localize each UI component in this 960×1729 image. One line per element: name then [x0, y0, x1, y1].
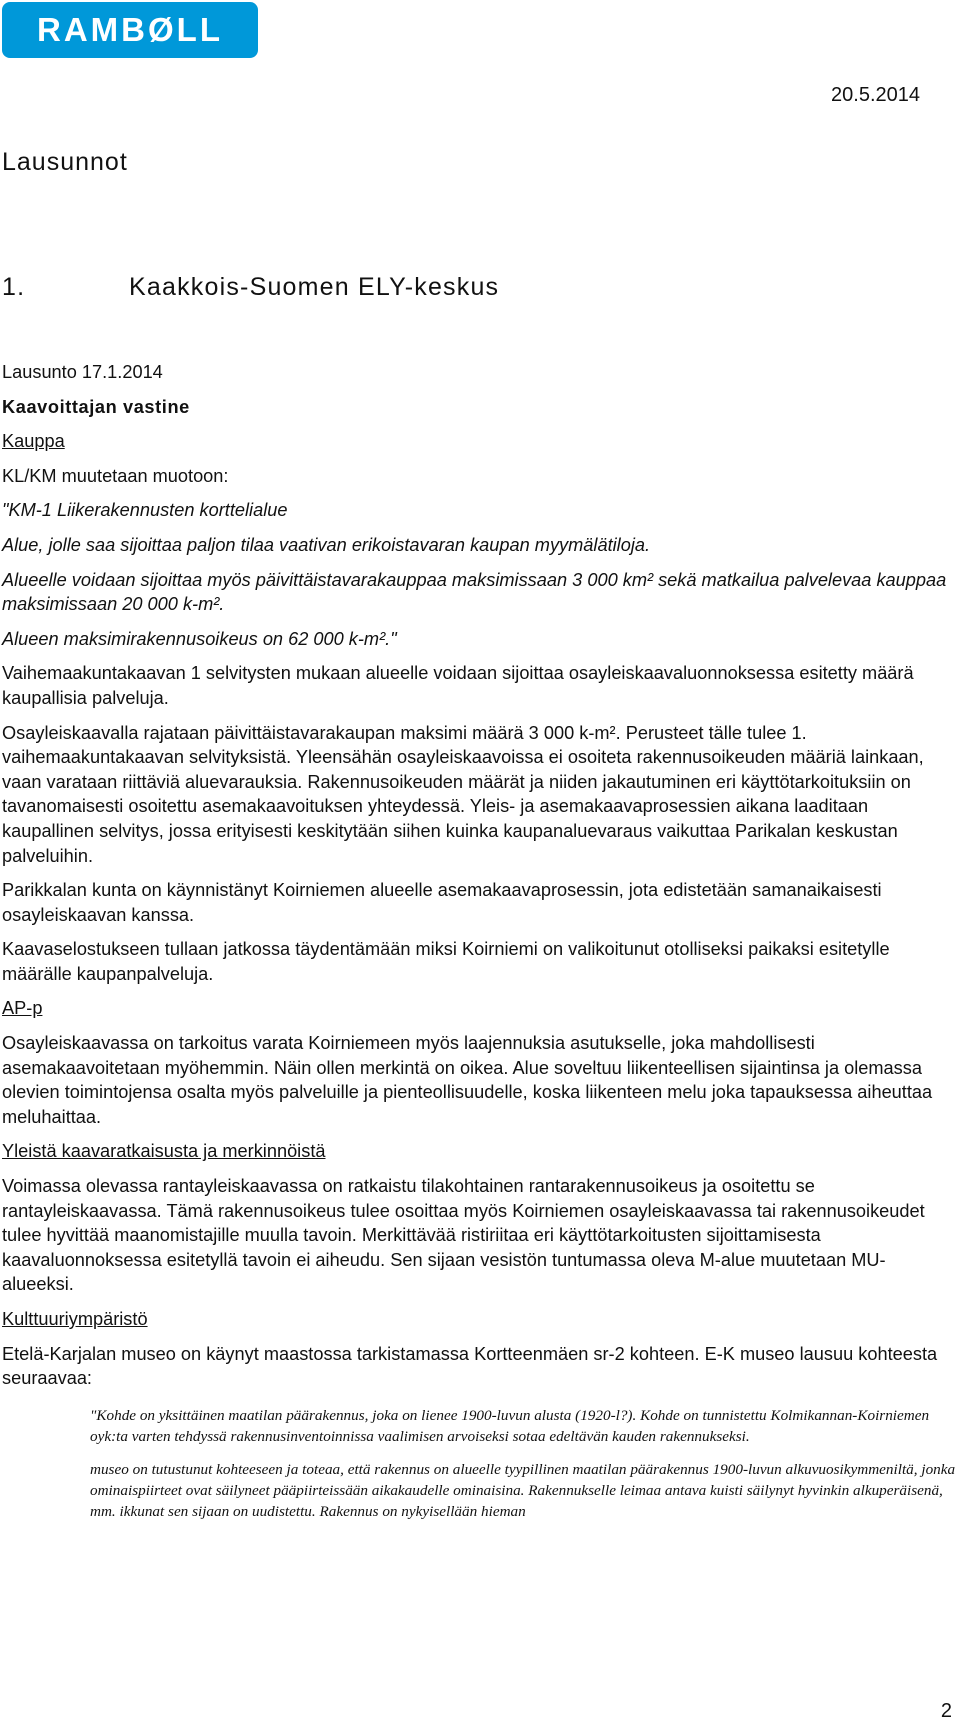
page-title: Lausunnot [2, 148, 128, 176]
museum-quote-2: museo on tutustunut kohteeseen ja toteaa, että rakennus on alueelle tyypillinen maatilan päärakennus 1900-luvun alkuvuosikymmeniltä, jonka ominaispiirteet ovat säilyneet pääpiirteissään aikakaudelle ominaisina. Rakennukselle leimaa antava kuisti säilynyt hyvinkin alkuperäisenä, mm. ikkunat sen sijaan on uudistettu. Rakennus on nykyisellään hieman [90, 1460, 956, 1520]
kauppa-paragraph-3: Parikkalan kunta on käynnistänyt Koirniemen alueelle asemakaavaprosessin, jota edistetään samanaikaisesti osayleiskaavan kanssa. [2, 880, 882, 925]
kauppa-intro: KL/KM muutetaan muotoon: [2, 465, 229, 486]
app-heading: AP-p [2, 998, 43, 1019]
kauppa-quote-2: Alue, jolle saa sijoittaa paljon tilaa vaativan erikoistavaran kaupan myymälätiloja. [2, 534, 651, 555]
museum-quote [90, 1405, 960, 1522]
kauppa-quote-3: Alueelle voidaan sijoittaa myös päivittäistavarakauppaa maksimissaan 3 000 km² sekä matkailua palvelevaa kauppaa maksimissaan 20 000 k-m². [2, 569, 947, 615]
kauppa-paragraph-1: Vaihemaakuntakaavan 1 selvitysten mukaan alueelle voidaan sijoittaa osayleiskaavaluonnoksessa esitetty määrä kaupallisia palveluja. [2, 663, 914, 708]
document-date: 20.5.2014 [831, 84, 920, 106]
document-body [2, 360, 957, 1534]
kauppa-heading: Kauppa [2, 431, 65, 452]
museum-quote-1: "Kohde on yksittäinen maatilan päärakennus, joka on lienee 1900-luvun alusta (1920-l?). Kohde on tunnistettu Kolmikannan-Koirniemen oyk:ta varten tehdyssä rakennusinventoinnissa vaalimisen arvoiseksi sotaa edeltävän kauden rakennukseksi. [90, 1406, 930, 1445]
culture-heading: Kulttuuriympäristö [2, 1309, 148, 1329]
kauppa-paragraph-2: Osayleiskaavalla rajataan päivittäistavarakaupan maksimi määrä 3 000 k-m². Perusteet tälle tulee 1. vaihemaakuntakaavan selvityksistä. Yleensähän osayleiskaavoissa ei osoiteta rakennusoikeuden määriä lainkaan, vaan varataan riittäviä aluevarauksia. Rakennusoikeuden määrät ja niiden jakautuminen eri käyttötarkoituksiin on tavanomaisesti osoitettu asemakaavoituksen yhteydessä. Yleis- ja asemakaavaprosessien aikana laaditaan kaupallinen selvitys, jossa erityisesti keskitytään siihen kuinka kaupanaluevaraus vaikuttaa Parikalan keskustan palveluihin. [2, 722, 924, 866]
statement-date: Lausunto 17.1.2014 [2, 362, 163, 382]
section-heading [2, 273, 499, 302]
kauppa-quote-1: "KM-1 Liikerakennusten korttelialue [2, 500, 288, 521]
general-heading: Yleistä kaavaratkaisusta ja merkinnöistä [2, 1141, 326, 1162]
section-number: 1. [2, 273, 26, 301]
culture-paragraph: Etelä-Karjalan museo on käynyt maastossa tarkistamassa Kortteenmäen sr-2 kohteen. E-K museo lausuu kohteesta seuraavaa: [2, 1343, 938, 1389]
logo-text: RAMBØLL [37, 11, 223, 48]
ramboll-logo [2, 2, 258, 58]
app-paragraph: Osayleiskaavassa on tarkoitus varata Koirniemeen myös laajennuksia asutukselle, joka mahdollisesti asemakaavoitetaan myöhemmin. Näin ollen merkintä on oikea. Alue soveltuu liikenteellisen sijaintinsa ja olemassa olevien toimintojensa osalta myös palveluille ja pienteollisuudelle, koska liikenteen melu joka tapauksessa aiheuttaa meluhaittaa. [2, 1033, 933, 1127]
kauppa-quote-4: Alueen maksimirakennusoikeus on 62 000 k-m²." [2, 628, 397, 649]
page-number: 2 [940, 1700, 952, 1722]
response-heading: Kaavoittajan vastine [2, 396, 190, 417]
section-title: Kaakkois-Suomen ELY-keskus [129, 273, 500, 301]
general-paragraph: Voimassa olevassa rantayleiskaavassa on ratkaistu tilakohtainen rantarakennusoikeus ja osoitettu se rantayleiskaavassa. Tämä rakennusoikeus tulee osoittaa myös Koirniemen osayleiskaavassa tai rakennusoikeudet tulee hyvittää maanomistajille muulla tavoin. Merkittävää ristiriitaa eri käyttötarkoitusten sijoittamisesta kaavaluonnoksessa esitetyllä tavoin ei aiheudu. Sen sijaan vesistön tuntumassa oleva M-alue muutetaan MU-alueeksi. [2, 1176, 925, 1295]
kauppa-paragraph-4: Kaavaselostukseen tullaan jatkossa täydentämään miksi Koirniemi on valikoitunut otolliseksi paikaksi esitetylle määrälle kaupanpalveluja. [2, 939, 890, 984]
